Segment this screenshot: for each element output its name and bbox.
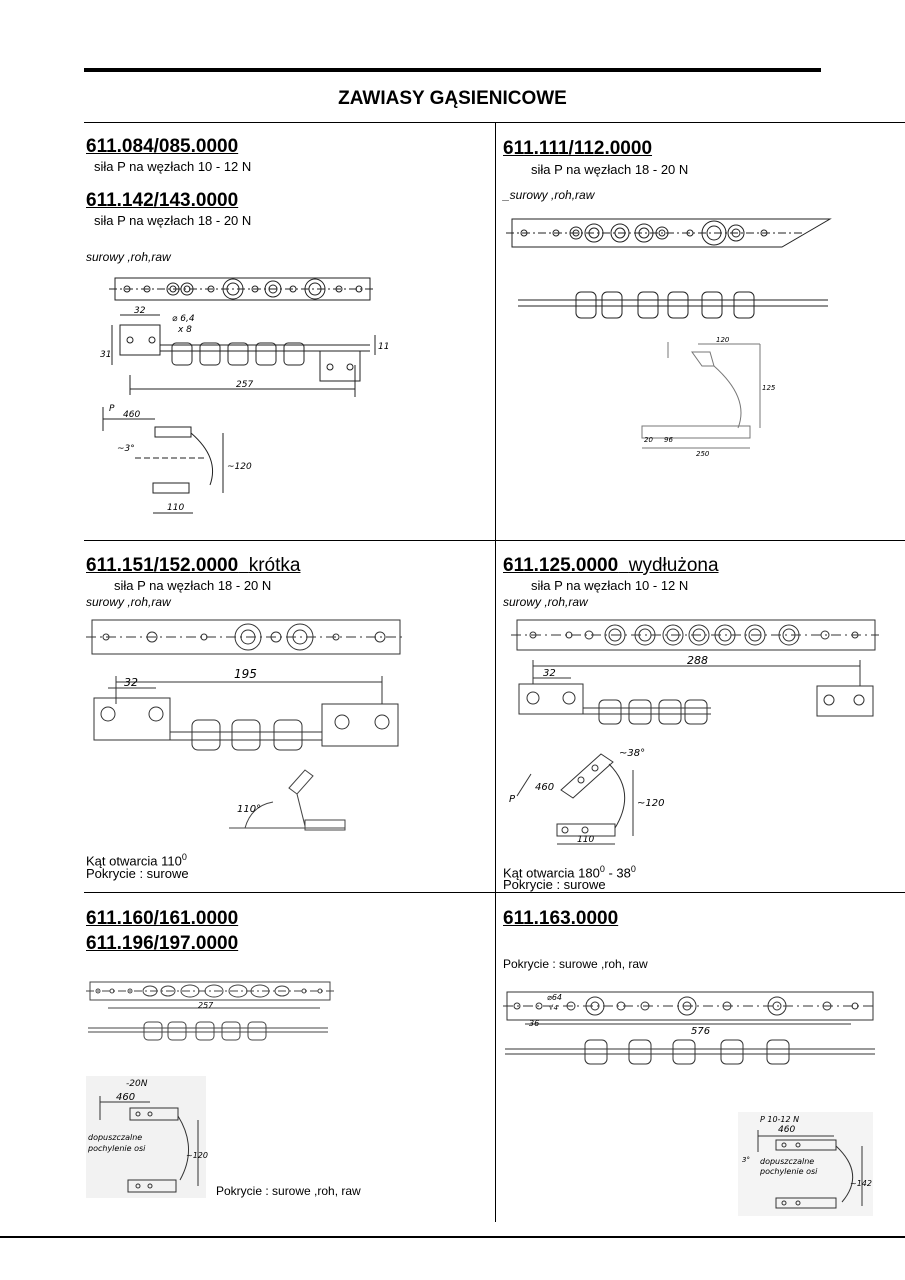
section-1-opening-sketch <box>95 403 252 521</box>
section-2-hinge-side-view <box>518 288 828 324</box>
section-3-dim-195: 195 <box>234 667 257 681</box>
section-4-angle-mid: - 38 <box>604 865 631 881</box>
section-4-dim-32: 32 <box>543 668 556 679</box>
section-2-material: _surowy ,roh,raw <box>503 188 595 202</box>
section-6-coating: Pokrycie : surowe ,roh, raw <box>503 957 648 971</box>
section-6-dim-angle: 3° <box>742 1156 750 1164</box>
section-1-dim-460: 460 <box>123 410 141 420</box>
section-5-note-2: pochylenie osi <box>88 1144 146 1153</box>
section-5-dim-257: 257 <box>198 1001 214 1010</box>
section-4-dim-120: ~120 <box>637 798 665 809</box>
section-2-dim-250: 250 <box>696 450 710 458</box>
section-5-hinge-side-view <box>88 1001 336 1044</box>
section-4-angle-label: Kąt otwarcia 180 <box>503 865 600 881</box>
section-4-code-suffix: wydłużona <box>628 555 719 576</box>
section-3-code <box>86 555 300 577</box>
section-2-dim-125: 125 <box>762 384 776 392</box>
section-3-code-suffix: krótka <box>248 555 301 576</box>
section-6-hinge-side-view <box>505 1036 877 1066</box>
section-4-code <box>503 555 719 577</box>
section-4-hinge-top-view <box>515 618 880 654</box>
section-2-dim-120: 120 <box>716 336 730 344</box>
section-5-dim-120: ~120 <box>186 1151 208 1160</box>
section-6-opening-sketch <box>738 1112 873 1216</box>
section-2-force-1: siła P na węzłach 18 - 20 N <box>531 162 689 177</box>
section-4-dim-angle: ~38° <box>619 748 646 759</box>
grid-line-center <box>495 122 496 1222</box>
section-4-angle-sup: 0 <box>599 864 605 874</box>
footer-rule <box>0 1236 905 1238</box>
section-4-code-number: 611.125.0000 <box>503 555 619 576</box>
section-1-dim-110: 110 <box>167 503 185 513</box>
section-1-dim-x8: x 8 <box>178 325 192 335</box>
section-1-dim-257: 257 <box>236 380 254 390</box>
section-2-dim-20: 20 <box>644 436 653 444</box>
section-2-dim-96: 96 <box>664 436 673 444</box>
section-5-code-2: 611.196/197.0000 <box>86 933 239 954</box>
section-2-hinge-top-view <box>512 215 832 250</box>
section-6-dim-460: 460 <box>778 1125 796 1135</box>
section-6-dim-root: √4 <box>549 1004 558 1012</box>
section-2-code-1: 611.111/112.0000 <box>503 138 653 159</box>
section-3-angle-sup: 0 <box>181 852 187 862</box>
section-6-dim-36: 36 <box>529 1019 540 1028</box>
section-5-coating: Pokrycie : surowe ,roh, raw <box>216 1184 361 1198</box>
section-5-code-1: 611.160/161.0000 <box>86 908 239 929</box>
section-6-note-2: pochylenie osi <box>760 1167 818 1176</box>
section-3-hinge-side-view <box>92 664 407 754</box>
section-3-material: surowy ,roh,raw <box>86 595 171 609</box>
section-3-coating: Pokrycie : surowe <box>86 866 189 881</box>
section-2-opening-sketch <box>640 338 775 460</box>
section-1-material: surowy ,roh,raw <box>86 250 171 264</box>
section-3-hinge-top-view <box>90 618 402 658</box>
section-4-hinge-side-view <box>515 656 880 726</box>
section-6-hinge-top-view <box>505 988 877 1037</box>
section-1-dim-diameter: ⌀ 6,4 <box>172 314 195 324</box>
section-4-dim-p: P <box>509 794 516 805</box>
section-1-force-1: siła P na węzłach 10 - 12 N <box>94 159 252 174</box>
section-3-angle-label: Kąt otwarcia 110 <box>86 853 182 869</box>
section-1-dim-32: 32 <box>134 306 146 316</box>
section-4-opening-sketch <box>505 740 665 850</box>
section-1-code-2: 611.142/143.0000 <box>86 190 239 211</box>
page-title: ZAWIASY GĄSIENICOWE <box>338 88 567 109</box>
header-rule <box>84 68 821 72</box>
section-4-dim-460: 460 <box>535 782 555 793</box>
section-3-force: siła P na węzłach 18 - 20 N <box>114 578 272 593</box>
section-4-dim-110: 110 <box>577 835 595 845</box>
section-3-opening-sketch <box>225 768 355 838</box>
section-3-code-number: 611.151/152.0000 <box>86 555 239 576</box>
section-4-coating: Pokrycie : surowe <box>503 877 606 892</box>
section-5-dim-force: -20N <box>126 1079 148 1089</box>
section-4-force: siła P na węzłach 10 - 12 N <box>531 578 689 593</box>
section-6-dim-142: ~142 <box>850 1179 872 1188</box>
section-5-opening-sketch <box>86 1076 206 1198</box>
section-3-dim-angle: 110° <box>237 804 262 815</box>
section-1-code-1: 611.084/085.0000 <box>86 136 239 157</box>
section-1-dim-31: 31 <box>100 350 112 360</box>
section-6-note-1: dopuszczalne <box>760 1157 815 1166</box>
section-1-dim-angle: ~3° <box>117 444 135 454</box>
section-1-hinge-side-view <box>100 305 390 405</box>
section-4-angle-sup-2: 0 <box>630 864 636 874</box>
section-6-code: 611.163.0000 <box>503 908 619 929</box>
section-6-dim-576: 576 <box>691 1026 711 1037</box>
section-5-dim-460: 460 <box>116 1092 136 1103</box>
section-1-hinge-top-view <box>115 272 375 304</box>
section-4-material: surowy ,roh,raw <box>503 595 588 609</box>
section-1-dim-11: 11 <box>378 342 390 352</box>
section-3-dim-32: 32 <box>124 676 138 689</box>
section-4-dim-288: 288 <box>687 654 708 667</box>
section-6-dim-diameter: ⌀64 <box>547 993 562 1002</box>
section-1-dim-p: P <box>109 404 115 414</box>
section-6-dim-force: P 10-12 N <box>760 1115 800 1124</box>
section-5-note-1: dopuszczalne <box>88 1133 143 1142</box>
section-1-dim-120: ~120 <box>227 462 252 472</box>
section-1-force-2: siła P na węzłach 18 - 20 N <box>94 213 252 228</box>
